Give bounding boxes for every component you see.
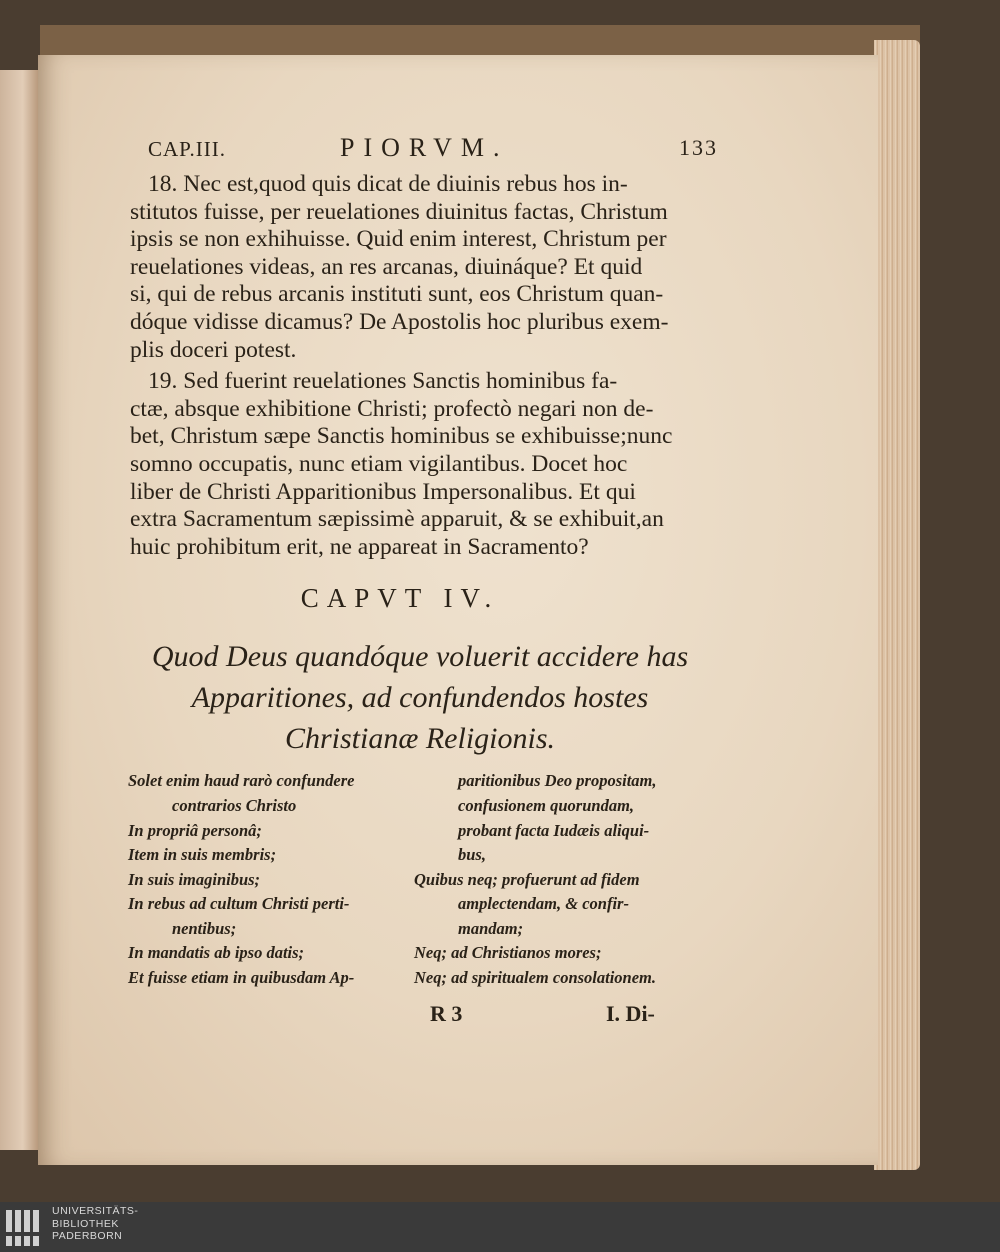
text-line: ipsis se non exhihuisse. Quid enim interest, Christum per (130, 226, 667, 253)
text-line: plis doceri potest. (130, 336, 297, 363)
running-head (130, 133, 718, 167)
chapter-title-line: Apparitiones, ad confundendos hostes (191, 681, 649, 715)
summary-line: nentibus; (172, 918, 237, 938)
text-line: somno occupatis, nunc etiam vigilantibus. Docet hoc (130, 450, 628, 477)
summary-column-left (128, 769, 408, 990)
library-name (52, 1205, 138, 1243)
text-line: extra Sacramentum sæpissimè apparuit, & se exhibuit,an (130, 506, 664, 533)
running-head-title: PIORVM. (340, 133, 509, 162)
summary-line: paritionibus Deo propositam, (458, 771, 657, 791)
library-name-line: PADERBORN (52, 1230, 123, 1242)
catchword: I. Di- (606, 1001, 655, 1027)
summary-line: Neq; ad spiritualem consolationem. (414, 968, 657, 988)
page-number: 133 (679, 135, 718, 160)
text-line: dóque vidisse dicamus? De Apostolis hoc pluribus exem- (130, 308, 669, 335)
chapter-heading: CAPVT IV. (300, 583, 500, 614)
text-line: reuelationes videas, an res arcanas, diuináque? Et quid (130, 253, 643, 280)
library-logo-icon (4, 1208, 42, 1248)
page-text (128, 133, 718, 1031)
text-line: 18. Nec est,quod quis dicat de diuinis rebus hos in- (148, 171, 628, 197)
summary-line: Neq; ad Christianos mores; (414, 943, 602, 963)
text-line: 19. Sed fuerint reuelationes Sanctis hominibus fa- (148, 368, 618, 395)
library-banner (0, 1202, 1000, 1252)
summary-line: Quibus neq; profuerunt ad fidem (414, 869, 640, 889)
page-footer (130, 1001, 710, 1031)
summary-line: In propriâ personâ; (128, 820, 262, 840)
summary-line: amplectendam, & confir- (458, 894, 629, 914)
summary-line: mandam; (458, 918, 524, 938)
book-page (38, 55, 878, 1165)
summary-line: In mandatis ab ipso datis; (128, 943, 305, 963)
text-line: stitutos fuisse, per reuelationes diuinitus factas, Christum (130, 198, 668, 225)
text-line: si, qui de rebus arcanis instituti sunt, eos Christum quan- (130, 281, 664, 308)
text-line: liber de Christi Apparitionibus Impersonalibus. Et qui (130, 478, 636, 505)
summary-line: Et fuisse etiam in quibusdam Ap- (128, 968, 355, 988)
chapter-title (130, 636, 710, 759)
summary-line: In suis imaginibus; (128, 869, 261, 889)
paragraph-18 (130, 171, 710, 364)
chapter-title-line: Quod Deus quandóque voluerit accidere has (151, 640, 689, 674)
signature-mark: R 3 (430, 1001, 463, 1027)
chapter-title-line: Christianæ Religionis. (284, 722, 556, 756)
library-name-line: BIBLIOTHEK (52, 1217, 119, 1230)
summary-line: bus, (458, 845, 486, 865)
text-line: huic prohibitum erit, ne appareat in Sacramento? (130, 533, 589, 560)
summary-line: Item in suis membris; (128, 845, 277, 865)
running-head-chapter: CAP.III. (148, 137, 227, 161)
summary-line: Solet enim haud rarò confundere (128, 771, 355, 791)
library-name-line: UNIVERSITÄTS- (52, 1205, 139, 1217)
summary-line: contrarios Christo (172, 795, 297, 815)
summary-line: confusionem quorundam, (458, 795, 635, 815)
summary-line: In rebus ad cultum Christi perti- (128, 894, 350, 914)
summary-line: probant facta Iudæis aliqui- (458, 820, 650, 840)
page-block-edges (874, 40, 920, 1170)
facing-page-edge (0, 70, 40, 1150)
text-line: ctæ, absque exhibitione Christi; profectò negari non de- (130, 395, 654, 422)
paragraph-19 (130, 368, 710, 561)
summary-column-right (414, 769, 714, 990)
text-line: bet, Christum sæpe Sanctis hominibus se exhibuisse;nunc (130, 423, 673, 450)
chapter-summary (130, 769, 710, 999)
